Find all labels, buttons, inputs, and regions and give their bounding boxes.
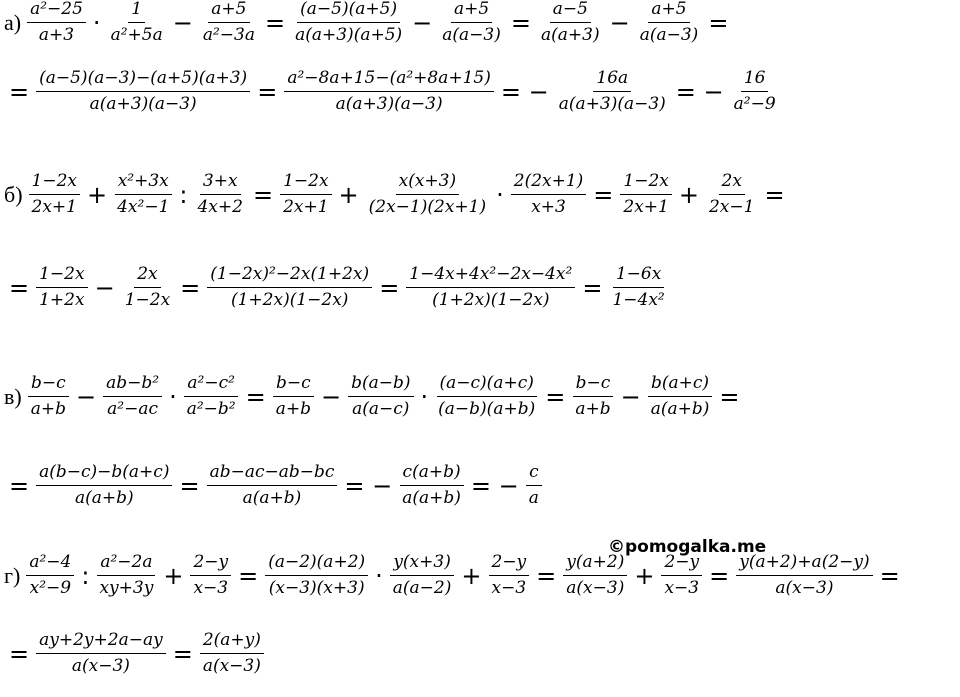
fraction — [194, 171, 245, 218]
watermark: ©pomogalka.me — [608, 537, 767, 557]
denominator: x²−9 — [29, 578, 72, 598]
fraction — [114, 171, 172, 218]
operator: = — [708, 8, 729, 37]
numerator: b−c — [273, 373, 314, 397]
denominator: a²+5a — [110, 25, 163, 45]
fraction — [27, 0, 86, 46]
denominator: 1+2x — [39, 290, 85, 310]
fraction — [563, 552, 627, 599]
section-label: в) — [4, 383, 22, 409]
operator: : — [81, 561, 90, 590]
fraction — [637, 0, 702, 46]
section-label: а) — [4, 9, 22, 35]
denominator: (2x−1)(2x+1) — [368, 197, 487, 217]
equation-line — [4, 462, 544, 509]
numerator: a+5 — [451, 0, 492, 23]
denominator: a(a−3) — [442, 25, 501, 45]
operator: + — [87, 180, 108, 209]
fraction — [390, 552, 455, 599]
fraction — [184, 373, 239, 420]
operator: = — [709, 561, 730, 590]
operator: − — [620, 382, 641, 411]
equation-line — [4, 552, 905, 599]
equation-line — [4, 373, 744, 420]
operator: − — [320, 382, 342, 411]
operator: = — [719, 382, 740, 411]
denominator: a²−9 — [733, 94, 776, 114]
numerator: (a−2)(a+2) — [265, 552, 368, 576]
operator: = — [536, 561, 557, 590]
fraction — [200, 0, 258, 46]
numerator: 2(a+y) — [200, 630, 264, 654]
numerator: b−c — [573, 373, 614, 397]
denominator: x−3 — [491, 578, 527, 598]
numerator: ab−b² — [103, 373, 162, 397]
fraction — [36, 462, 172, 509]
operator: − — [94, 273, 115, 302]
fraction — [399, 462, 464, 509]
operator: = — [593, 180, 614, 209]
operator: · — [496, 180, 504, 209]
fraction — [526, 462, 542, 509]
equation-line — [4, 68, 781, 115]
numerator: c(a+b) — [400, 462, 464, 486]
fraction — [489, 552, 530, 599]
fraction — [572, 373, 613, 420]
denominator: a²−ac — [107, 399, 158, 419]
denominator: a(a+b) — [74, 488, 134, 508]
numerator: y(a+2)+a(2−y) — [736, 552, 872, 576]
operator: = — [9, 471, 30, 500]
operator: = — [379, 273, 400, 302]
denominator: 1−4x² — [612, 290, 665, 310]
operator: = — [264, 8, 286, 37]
numerator: a²−2a — [97, 552, 155, 576]
numerator: (a−5)(a+5) — [297, 0, 400, 23]
section-label: б) — [4, 181, 23, 207]
fraction — [207, 462, 338, 509]
numerator: ay+2y+2a−ay — [36, 630, 166, 654]
denominator: 1−2x — [124, 290, 171, 310]
fraction — [556, 68, 669, 115]
numerator: 2x — [719, 171, 745, 195]
numerator: 1−2x — [620, 171, 671, 195]
operator: − — [609, 8, 630, 37]
denominator: 2x−1 — [708, 197, 755, 217]
numerator: x(x+3) — [396, 171, 460, 195]
fraction — [108, 0, 166, 46]
denominator: a(a+3) — [540, 25, 600, 45]
fraction — [435, 373, 538, 420]
denominator: a(a+3)(a−3) — [335, 94, 443, 114]
fraction — [609, 264, 667, 311]
operator: + — [634, 561, 655, 590]
fraction — [292, 0, 405, 46]
denominator: 2x+1 — [283, 197, 329, 217]
fraction — [207, 264, 372, 311]
operator: = — [9, 273, 30, 302]
numerator: ab−ac−ab−bc — [207, 462, 338, 486]
equation-line — [4, 630, 266, 677]
denominator: a(a−c) — [352, 399, 410, 419]
fraction — [103, 373, 162, 420]
denominator: a(a+b) — [402, 488, 461, 508]
operator: : — [179, 180, 188, 209]
denominator: a(x−3) — [775, 578, 834, 598]
equation-line — [4, 0, 733, 46]
denominator: a(x−3) — [566, 578, 625, 598]
numerator: (a−5)(a−3)−(a+5)(a+3) — [36, 68, 250, 92]
operator: = — [252, 180, 274, 209]
denominator: (1+2x)(1−2x) — [230, 290, 349, 310]
operator: = — [582, 273, 603, 302]
numerator: 2−y — [661, 552, 702, 576]
denominator: xy+3y — [99, 578, 154, 598]
numerator: a²−4 — [26, 552, 74, 576]
fraction — [26, 552, 74, 599]
operator: = − — [675, 77, 724, 106]
denominator: a(a−2) — [392, 578, 452, 598]
operator: = − — [500, 77, 549, 106]
operator: = − — [470, 471, 519, 500]
numerator: 1−2x — [36, 264, 87, 288]
equation-line — [4, 264, 670, 311]
denominator: x+3 — [531, 197, 566, 217]
denominator: a(x−3) — [202, 656, 261, 676]
operator: = − — [344, 471, 393, 500]
fraction — [706, 171, 757, 218]
denominator: a(a+3)(a−3) — [89, 94, 197, 114]
section-label: г) — [4, 562, 21, 588]
fraction — [36, 68, 250, 115]
numerator: a+5 — [648, 0, 689, 23]
fraction — [511, 171, 587, 218]
operator: = — [257, 77, 278, 106]
numerator: 2x — [134, 264, 160, 288]
numerator: 16 — [741, 68, 769, 92]
operator: + — [461, 561, 482, 590]
fraction — [265, 552, 368, 599]
operator: − — [412, 8, 433, 37]
operator: = — [172, 639, 193, 668]
numerator: a−5 — [550, 0, 591, 23]
numerator: (1−2x)²−2x(1+2x) — [207, 264, 372, 288]
fraction — [190, 552, 231, 599]
denominator: a(a+3)(a−3) — [558, 94, 666, 114]
denominator: a²−3a — [202, 25, 255, 45]
numerator: b−c — [28, 373, 69, 397]
numerator: y(a+2) — [563, 552, 627, 576]
denominator: (1+2x)(1−2x) — [432, 290, 550, 310]
fraction — [36, 630, 166, 677]
denominator: a(a+3)(a+5) — [295, 25, 403, 45]
operator: = — [510, 8, 531, 37]
operator: · — [92, 8, 101, 37]
numerator: b(a−b) — [348, 373, 413, 397]
operator: = — [180, 273, 201, 302]
fraction — [348, 373, 413, 420]
numerator: a+5 — [208, 0, 249, 23]
numerator: 1 — [128, 0, 145, 23]
numerator: 1−2x — [29, 171, 80, 195]
fraction — [406, 264, 575, 311]
operator: + — [163, 561, 184, 590]
fraction — [122, 264, 173, 311]
denominator: x−3 — [664, 578, 700, 598]
operator: + — [678, 180, 699, 209]
numerator: 3+x — [200, 171, 241, 195]
operator: = — [245, 382, 266, 411]
numerator: x²+3x — [115, 171, 172, 195]
denominator: a+b — [30, 399, 66, 419]
equation-line — [4, 171, 790, 218]
numerator: 2−y — [190, 552, 231, 576]
operator: − — [172, 8, 193, 37]
operator: · — [169, 382, 177, 411]
operator: = — [179, 471, 200, 500]
denominator: a(a+b) — [242, 488, 302, 508]
fraction — [36, 264, 87, 311]
denominator: 2x+1 — [31, 197, 77, 217]
numerator: a²−25 — [27, 0, 86, 23]
denominator: a+b — [575, 399, 611, 419]
numerator: (a−c)(a+c) — [437, 373, 537, 397]
operator: − — [75, 382, 97, 411]
fraction — [273, 373, 314, 420]
fraction — [538, 0, 603, 46]
operator: · — [420, 382, 429, 411]
operator: = — [545, 382, 566, 411]
operator: = — [879, 561, 900, 590]
numerator: a(b−c)−b(a+c) — [36, 462, 172, 486]
fraction — [200, 630, 264, 677]
denominator: 2x+1 — [623, 197, 669, 217]
numerator: 1−6x — [613, 264, 664, 288]
fraction — [731, 68, 779, 115]
denominator: (x−3)(x+3) — [268, 578, 365, 598]
denominator: 4x²−1 — [117, 197, 170, 217]
fraction — [280, 171, 331, 218]
fraction — [736, 552, 872, 599]
operator: = — [9, 639, 30, 668]
fraction — [648, 373, 713, 420]
denominator: a(a+b) — [650, 399, 710, 419]
numerator: a²−8a+15−(a²+8a+15) — [284, 68, 494, 92]
numerator: y(x+3) — [390, 552, 454, 576]
numerator: b(a+c) — [648, 373, 712, 397]
denominator: a(x−3) — [71, 656, 130, 676]
denominator: a²−b² — [186, 399, 236, 419]
denominator: a(a−3) — [639, 25, 699, 45]
fraction — [284, 68, 494, 115]
fraction — [29, 171, 80, 218]
numerator: 1−4x+4x²−2x−4x² — [406, 264, 575, 288]
operator: = — [764, 180, 785, 209]
operator: + — [338, 180, 359, 209]
denominator: a+b — [275, 399, 311, 419]
numerator: a²−c² — [184, 373, 238, 397]
operator: = — [238, 561, 259, 590]
denominator: 4x+2 — [197, 197, 243, 217]
numerator: c — [526, 462, 542, 486]
denominator: a — [528, 488, 539, 508]
operator: · — [375, 561, 383, 590]
numerator: 2−y — [489, 552, 530, 576]
numerator: 2(2x+1) — [511, 171, 587, 195]
numerator: 1−2x — [280, 171, 331, 195]
operator: = — [9, 77, 30, 106]
denominator: (a−b)(a+b) — [438, 399, 536, 419]
denominator: x−3 — [193, 578, 229, 598]
fraction — [96, 552, 156, 599]
fraction — [661, 552, 702, 599]
fraction — [439, 0, 504, 46]
denominator: a+3 — [38, 25, 75, 45]
fraction — [366, 171, 489, 218]
fraction — [620, 171, 671, 218]
fraction — [28, 373, 69, 420]
numerator: 16a — [593, 68, 631, 92]
